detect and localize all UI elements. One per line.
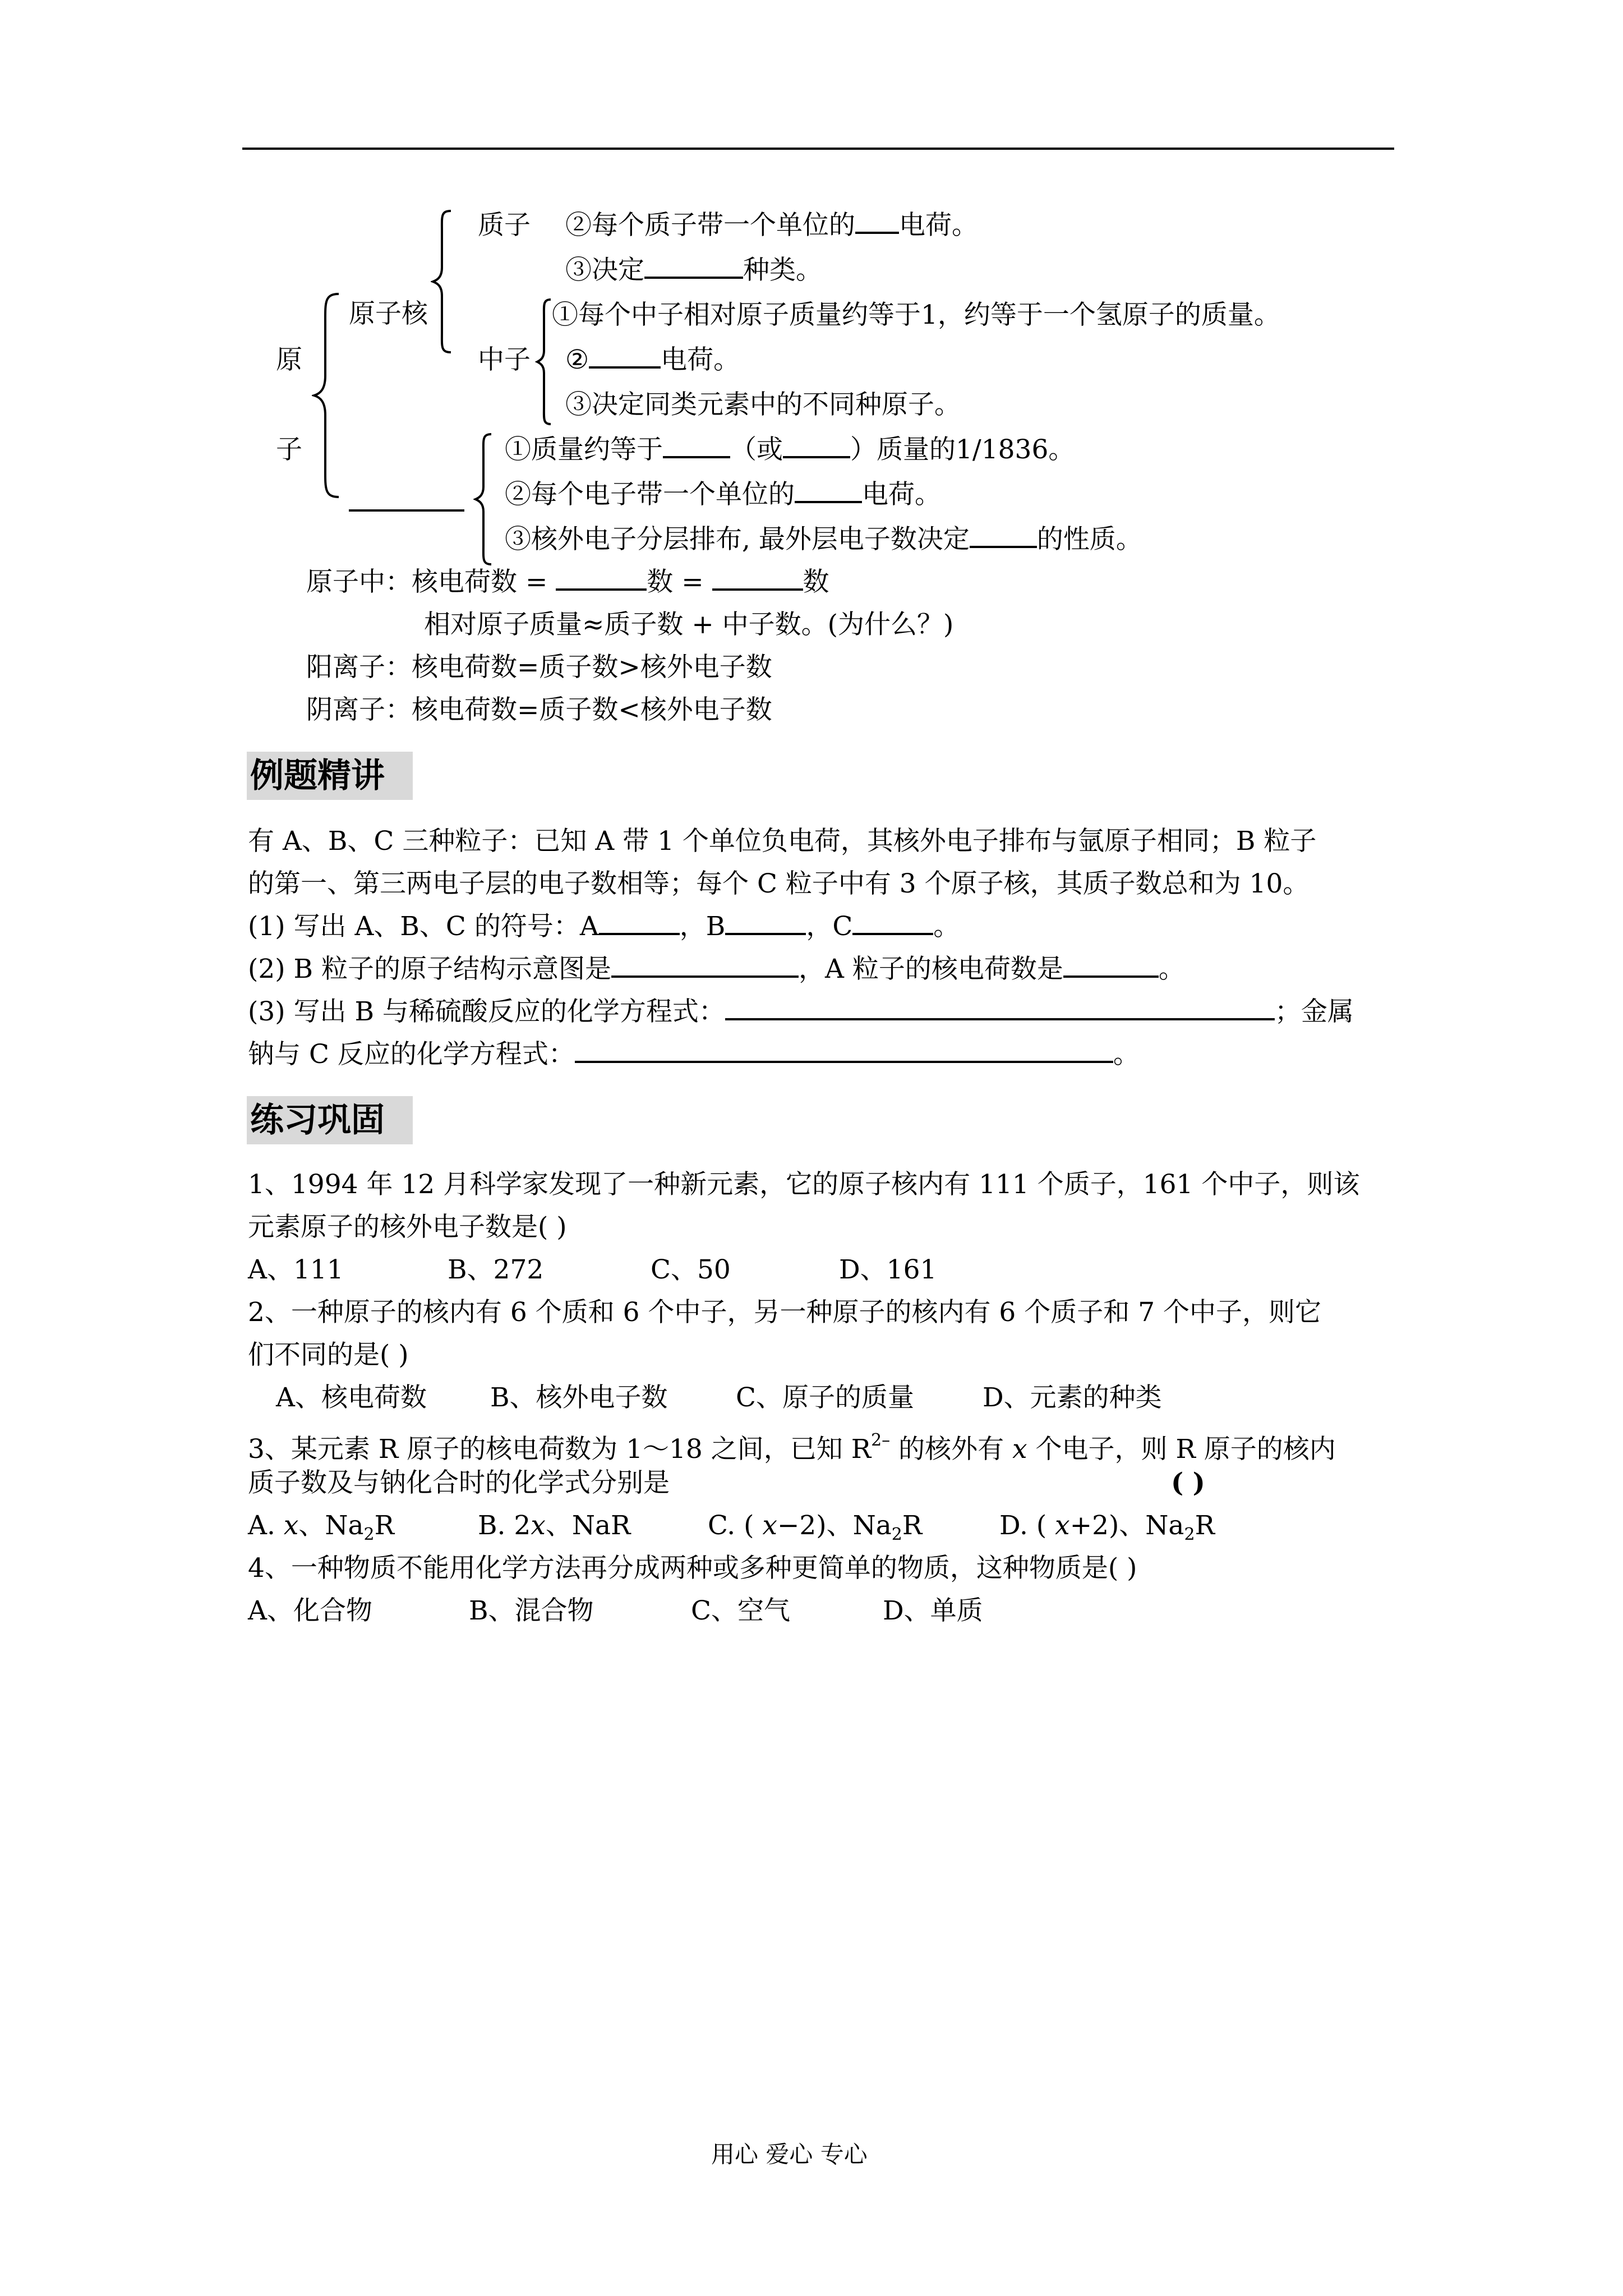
practice-q2-line-1: 2、一种原子的核内有 6 个质和 6 个中子，另一种原子的核内有 6 个质子和 7 个中子，则它 — [248, 1297, 1322, 1328]
electron-line-1: ①质量约等于 （或 ）质量的1/1836。 — [505, 434, 1075, 465]
proton-line-1: ②每个质子带一个单位的 电荷。 — [565, 210, 978, 241]
nucleus-label: 原子核 — [349, 298, 428, 329]
relation-line-1: 原子中：核电荷数 = 数 = 数 — [306, 567, 829, 597]
practice-q2-option-d: D、元素的种类 — [983, 1382, 1162, 1413]
neutron-line-1: ①每个中子相对原子质量约等于1，约等于一个氢原子的质量。 — [552, 300, 1280, 330]
relation-line-2: 相对原子质量≈质子数 + 中子数。(为什么？) — [424, 609, 954, 640]
header-rule — [242, 148, 1394, 150]
example-question-3: (3) 写出 B 与稀硫酸反应的化学方程式： ；金属 — [248, 996, 1354, 1027]
proton-label: 质子 — [478, 210, 531, 241]
electron-blank — [349, 509, 464, 512]
practice-q3-line-1: 3、某元素 R 原子的核电荷数为 1～18 之间，已知 $R^{2-}$ 的核外有 x 个电子，则 R 原子的核内 — [248, 1430, 1336, 1465]
example-question-1: (1) 写出 A、B、C 的符号：A ，B ，C 。 — [248, 911, 960, 942]
practice-q1-option-b: B、272 — [448, 1254, 544, 1285]
electron-line-3: ③核外电子分层排布, 最外层电子数决定 的性质。 — [505, 524, 1142, 555]
practice-heading: 练习巩固 — [247, 1096, 413, 1144]
proton-line-2: ③决定 种类。 — [565, 255, 822, 286]
practice-q1-line-2: 元素原子的核外电子数是( ) — [248, 1212, 567, 1243]
example-question-2: (2) B 粒子的原子结构示意图是 ，A 粒子的核电荷数是 。 — [248, 954, 1185, 984]
example-question-3-cont: 钠与 C 反应的化学方程式： 。 — [248, 1039, 1140, 1070]
electron-line-2: ②每个电子带一个单位的 电荷。 — [505, 479, 941, 510]
practice-q2-option-b: B、核外电子数 — [490, 1382, 668, 1413]
practice-q3-answer-paren: ( ) — [1171, 1467, 1205, 1498]
relation-line-4: 阴离子：核电荷数=质子数<核外电子数 — [306, 694, 772, 725]
practice-q2-option-a: A、核电荷数 — [276, 1382, 427, 1413]
practice-q4-option-d: D、单质 — [883, 1595, 983, 1626]
example-heading: 例题精讲 — [247, 752, 413, 800]
practice-q1-option-c: C、50 — [651, 1254, 731, 1285]
practice-q3-line-2: 质子数及与钠化合时的化学式分别是 — [248, 1467, 670, 1498]
neutron-label: 中子 — [478, 344, 531, 375]
example-paragraph-2: 的第一、第三两电子层的电子数相等；每个 C 粒子中有 3 个原子核，其质子数总和为 10。 — [248, 868, 1310, 899]
relation-line-3: 阳离子：核电荷数=质子数>核外电子数 — [306, 652, 772, 683]
atom-label-bottom: 子 — [276, 434, 302, 465]
practice-q4-option-b: B、混合物 — [469, 1595, 594, 1626]
nucleus-brace — [431, 209, 453, 355]
practice-q3-option-c: C. ( x−2)、$Na_2R$ — [708, 1510, 923, 1544]
practice-q1-option-a: A、111 — [248, 1254, 344, 1285]
neutron-brace — [535, 297, 553, 426]
electron-brace — [473, 432, 494, 567]
practice-q4-line-1: 4、一种物质不能用化学方法再分成两种或多种更简单的物质，这种物质是( ) — [248, 1553, 1137, 1584]
atom-label-top: 原 — [276, 344, 302, 375]
atom-brace — [312, 292, 341, 499]
practice-q1-option-d: D、161 — [839, 1254, 937, 1285]
practice-q1-line-1: 1、1994 年 12 月科学家发现了一种新元素，它的原子核内有 111 个质子，161 个中子，则该 — [248, 1169, 1360, 1200]
example-paragraph-1: 有 A、B、C 三种粒子：已知 A 带 1 个单位负电荷，其核外电子排布与氩原子相同；B 粒子 — [248, 826, 1317, 857]
practice-q4-option-a: A、化合物 — [248, 1595, 372, 1626]
practice-q4-option-c: C、空气 — [691, 1595, 790, 1626]
practice-q2-option-c: C、原子的质量 — [736, 1382, 914, 1413]
practice-q3-option-b: B. 2x、NaR — [478, 1510, 631, 1541]
practice-q3-option-d: D. ( x+2)、$Na_2R$ — [999, 1510, 1215, 1544]
page-footer: 用心 爱心 专心 — [711, 2141, 868, 2168]
practice-q3-option-a: A. x、$Na_2R$ — [248, 1510, 394, 1544]
neutron-line-2: ② 电荷。 — [565, 344, 740, 375]
neutron-line-3: ③决定同类元素中的不同种原子。 — [565, 389, 961, 420]
practice-q2-line-2: 们不同的是( ) — [248, 1340, 409, 1370]
